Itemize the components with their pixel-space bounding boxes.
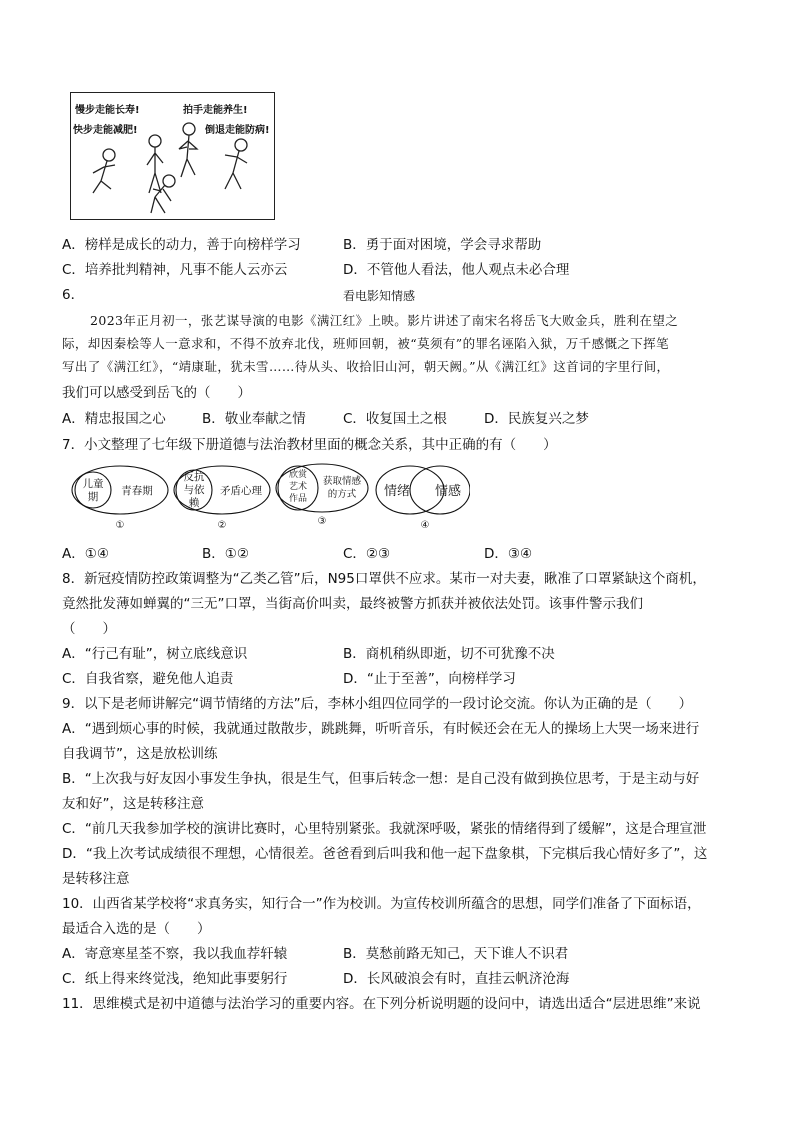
q8-option-d[interactable]: D．“止于至善”，向榜样学习	[343, 671, 516, 687]
q8-option-a[interactable]: A．“行己有耻”，树立底线意识	[62, 646, 248, 662]
q6-option-b[interactable]: B．敬业奉献之情	[202, 411, 306, 427]
d3-outer-label-1: 获取情感	[322, 476, 362, 487]
q10-option-a[interactable]: A．寄意寒星荃不察，我以我血荐轩辕	[62, 946, 288, 962]
d2-inner-label-2: 与依	[183, 484, 205, 496]
q6-question: 我们可以感受到岳飞的（ ）	[62, 385, 251, 401]
d1-outer-label: 青春期	[121, 485, 153, 497]
walking-cartoon	[70, 92, 275, 220]
q10-stem-line-1: 10．山西省某学校将“求真务实，知行合一”作为校训。为宣传校训所蕴含的思想，同学们准备了下面标语，	[62, 896, 701, 912]
q7-stem: 7．小文整理了七年级下册道德与法治教材里面的概念关系，其中正确的有（ ）	[62, 437, 557, 453]
d4-left-label: 情绪	[383, 484, 411, 499]
d3-inner-label-3: 作品	[288, 494, 308, 504]
q6-option-c[interactable]: C．收复国土之根	[343, 411, 447, 427]
q8-stem-line-2: 竟然批发薄如蝉翼的“三无”口罩，当街高价叫卖，最终被警方抓获并被依法处罚。该事件警示我们	[62, 596, 643, 612]
cartoon-caption-backward: 倒退走能防病!	[205, 125, 270, 136]
cartoon-caption-clap: 拍手走能养生!	[183, 105, 248, 116]
q7-option-a[interactable]: A．①④	[62, 546, 109, 562]
q7-option-c[interactable]: C．②③	[343, 546, 391, 562]
q8-stem-line-1: 8．新冠疫情防控政策调整为“乙类乙管”后，N95口罩供不应求。某市一对夫妻，瞅准了口罩紧缺这个商机，	[62, 571, 706, 587]
q10-option-d[interactable]: D．长风破浪会有时，直挂云帆济沧海	[343, 971, 570, 987]
d1-inner-label-2: 期	[87, 491, 99, 503]
q6-passage-line-3: 写出了《满江红》，“靖康耻，犹未雪……待从头、收拾旧山河，朝天阙。”从《满江红》这首词的字里行间，	[62, 359, 670, 374]
q6-number: 6．	[62, 287, 85, 303]
q11-stem: 11．思维模式是初中道德与法治学习的重要内容。在下列分析说明题的设问中，请选出适合“层进思维”来说	[62, 996, 701, 1012]
d1-inner-label-1: 儿童	[82, 478, 104, 490]
q6-title: 看电影知情感	[343, 289, 416, 303]
d3-inner-label-2: 艺术	[288, 482, 308, 492]
q8-option-c[interactable]: C．自我省察，避免他人追责	[62, 671, 234, 687]
d3-number: ③	[317, 516, 327, 527]
q5-option-a[interactable]: A．榜样是成长的动力，善于向榜样学习	[62, 237, 301, 253]
q10-stem-line-2: 最适合入选的是（ ）	[62, 921, 211, 937]
d2-inner-label-1: 反抗	[183, 471, 205, 483]
d1-number: ①	[115, 520, 125, 531]
q6-option-a[interactable]: A．精忠报国之心	[62, 411, 166, 427]
q6-passage-line-2: 际，却因秦桧等人一意求和，不得不放弃北伐，班师回朝，被“莫须有”的罪名诬陷入狱，万千感慨之下挥笔	[62, 336, 669, 351]
d4-right-label: 情感	[434, 484, 462, 499]
d2-outer-label: 矛盾心理	[220, 485, 262, 497]
d3-outer-label-2: 的方式	[327, 489, 357, 500]
q10-option-c[interactable]: C．纸上得来终觉浅，绝知此事要躬行	[62, 971, 288, 987]
q9-option-c[interactable]: C．“前几天我参加学校的演讲比赛时，心里特别紧张。我就深呼吸，紧张的情绪得到了缓解”，这是合理宣泄	[62, 821, 707, 837]
cartoon-figures	[71, 93, 275, 220]
q7-option-d[interactable]: D．③④	[484, 546, 533, 562]
q9-option-d-line-2[interactable]: 是转移注意	[62, 871, 130, 887]
q8-stem-line-3: （ ）	[62, 621, 116, 637]
d4-number: ④	[420, 520, 430, 531]
q9-option-d-line-1[interactable]: D．“我上次考试成绩很不理想，心情很差。爸爸看到后叫我和他一起下盘象棋，下完棋后我心情好多了”，这	[62, 846, 708, 862]
cartoon-caption-fast: 快步走能减肥!	[73, 125, 138, 136]
d2-inner-label-3: 赖	[188, 497, 200, 509]
d2-number: ②	[217, 520, 227, 531]
q9-option-b-line-1[interactable]: B．“上次我与好友因小事发生争执，很是生气，但事后转念一想：是自己没有做到换位思考，于是主动与好	[62, 771, 700, 787]
q9-option-a-line-2[interactable]: 自我调节”，这是放松训练	[62, 746, 218, 762]
q5-option-b[interactable]: B．勇于面对困境，学会寻求帮助	[343, 237, 542, 253]
q8-option-b[interactable]: B．商机稍纵即逝，切不可犹豫不决	[343, 646, 555, 662]
q10-option-b[interactable]: B．莫愁前路无知己，天下谁人不识君	[343, 946, 569, 962]
q6-passage-line-1: 2023年正月初一，张艺谋导演的电影《满江红》上映。影片讲述了南宋名将岳飞大败金兵，胜利在望之	[90, 313, 679, 328]
q5-option-c[interactable]: C．培养批判精神，凡事不能人云亦云	[62, 262, 288, 278]
q9-option-a-line-1[interactable]: A．“遇到烦心事的时候，我就通过散散步，跳跳舞，听听音乐，有时候还会在无人的操场上大哭一场来进行	[62, 721, 700, 737]
cartoon-caption-slow: 慢步走能长寿!	[75, 105, 140, 116]
q7-option-b[interactable]: B．①②	[202, 546, 249, 562]
q6-option-d[interactable]: D．民族复兴之梦	[484, 411, 589, 427]
q7-concept-diagram	[70, 462, 470, 534]
q9-option-b-line-2[interactable]: 友和好”，这是转移注意	[62, 796, 204, 812]
q5-option-d[interactable]: D．不管他人看法，他人观点未必合理	[343, 262, 570, 278]
q9-stem: 9．以下是老师讲解完“调节情绪的方法”后，李林小组四位同学的一段讨论交流。你认为正确的是（ ）	[62, 696, 693, 712]
d3-inner-label-1: 欣赏	[288, 470, 308, 480]
